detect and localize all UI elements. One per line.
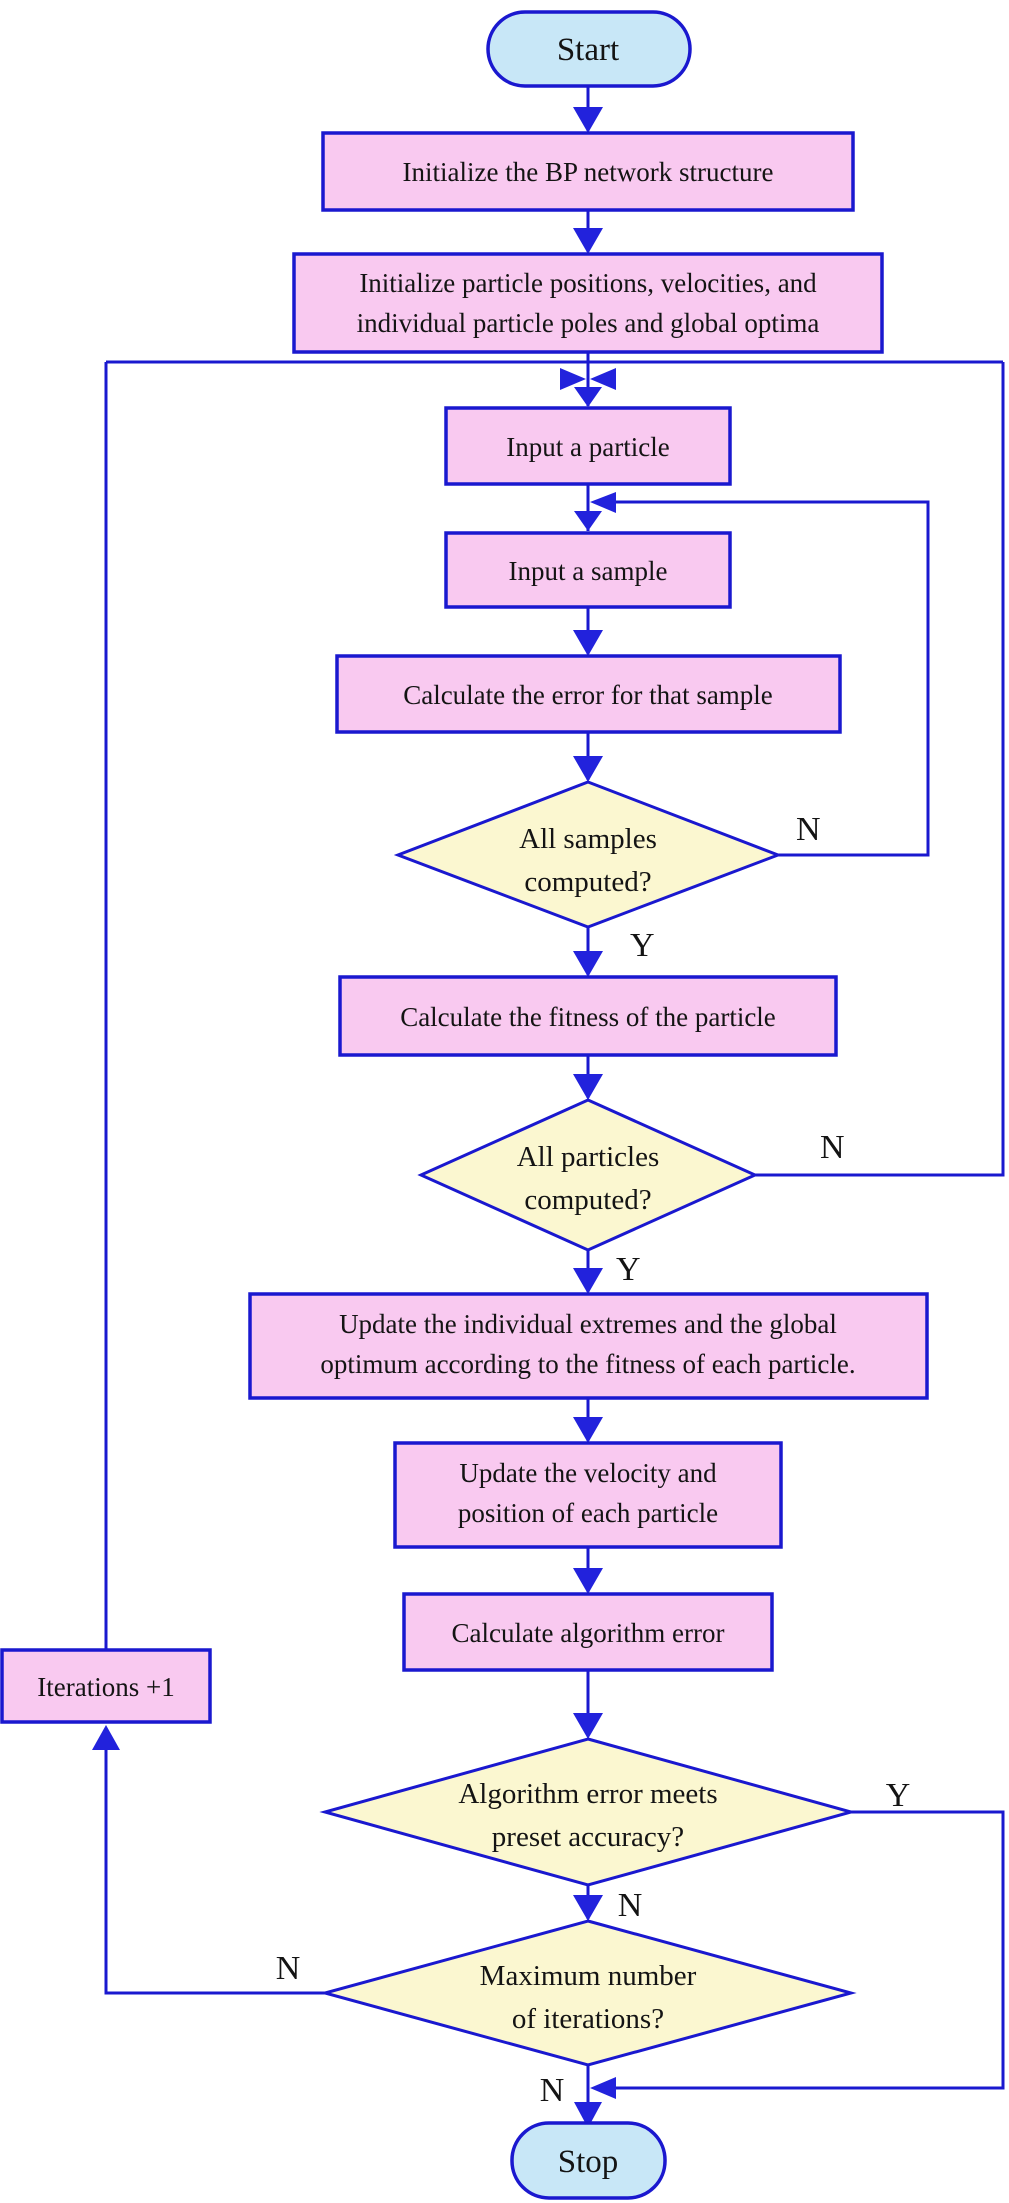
calculate-algorithm-error-label: Calculate algorithm error <box>451 1618 725 1648</box>
node-calculate-algorithm-error <box>404 1594 772 1670</box>
input-sample-label: Input a sample <box>508 556 668 586</box>
initialize-particles-line2: individual particle poles and global optima <box>356 308 820 338</box>
error-meets-line2: preset accuracy? <box>491 1821 685 1853</box>
arrowhead-left-icon <box>590 368 616 390</box>
arrowhead-down-icon <box>574 387 602 407</box>
all-particles-no-label: N <box>820 1129 845 1166</box>
arrowhead-left-icon <box>590 2077 616 2099</box>
node-stop <box>512 2123 665 2198</box>
node-input-particle <box>446 408 730 484</box>
arrowhead-down-icon <box>573 1074 603 1100</box>
node-calculate-sample-error <box>337 656 840 732</box>
maximum-iterations-no-left-label: N <box>275 1950 301 1987</box>
all-samples-line2: computed? <box>524 866 652 898</box>
initialize-bp-label: Initialize the BP network structure <box>402 157 774 187</box>
arrowhead-left-icon <box>590 492 616 513</box>
arrowhead-up-icon <box>92 1725 120 1750</box>
maximum-iterations-line1: Maximum number <box>479 1960 697 1992</box>
node-maximum-iterations <box>276 1921 851 2109</box>
arrowhead-down-icon <box>573 1568 603 1594</box>
decision-shape <box>421 1100 755 1250</box>
arrowhead-right-icon <box>560 368 586 390</box>
start-label: Start <box>556 32 620 68</box>
node-update-extremes <box>250 1294 927 1398</box>
arrowhead-down-icon <box>573 1417 603 1443</box>
arrowhead-down-icon <box>573 107 603 133</box>
error-meets-line1: Algorithm error meets <box>458 1778 718 1810</box>
error-meets-no-label: N <box>617 1887 643 1924</box>
arrowhead-down-icon <box>573 228 603 254</box>
calculate-sample-error-label: Calculate the error for that sample <box>403 680 773 710</box>
node-initialize-bp-network <box>323 133 853 210</box>
update-velocity-line1: Update the velocity and <box>459 1458 717 1488</box>
all-particles-yes-label: Y <box>616 1251 641 1288</box>
input-particle-label: Input a particle <box>506 432 670 462</box>
all-particles-line2: computed? <box>524 1184 652 1216</box>
all-samples-yes-label: Y <box>630 927 655 964</box>
arrowhead-down-icon <box>573 630 603 656</box>
maximum-iterations-line2: of iterations? <box>511 2003 665 2035</box>
initialize-particles-line1: Initialize particle positions, velocities, and <box>359 268 817 298</box>
arrowhead-down-icon <box>574 511 602 531</box>
node-all-samples-computed <box>398 782 821 964</box>
error-meets-yes-label: Y <box>885 1777 911 1814</box>
maximum-iterations-no-bottom-label: N <box>539 2072 565 2109</box>
all-samples-no-label: N <box>796 811 821 848</box>
node-calculate-fitness <box>340 977 836 1055</box>
node-start <box>488 12 690 86</box>
all-samples-line1: All samples <box>519 823 657 855</box>
stop-label: Stop <box>557 2144 619 2180</box>
decision-shape <box>325 1739 851 1885</box>
decision-shape <box>325 1921 851 2065</box>
node-input-sample <box>446 533 730 607</box>
node-error-meets-accuracy <box>325 1739 910 1924</box>
iterations-plus-one-label: Iterations +1 <box>37 1672 175 1702</box>
node-all-particles-computed <box>421 1100 845 1288</box>
arrowhead-down-icon <box>573 951 603 977</box>
calculate-fitness-label: Calculate the fitness of the particle <box>400 1002 776 1032</box>
update-extremes-line2: optimum according to the fitness of each particle. <box>320 1349 856 1379</box>
arrowhead-down-icon <box>573 1713 603 1739</box>
arrowhead-down-icon <box>573 1895 603 1921</box>
arrowhead-down-icon <box>573 1268 603 1294</box>
update-extremes-line1: Update the individual extremes and the global <box>339 1309 837 1339</box>
all-particles-line1: All particles <box>516 1141 660 1173</box>
node-initialize-particles <box>294 254 882 352</box>
update-velocity-line2: position of each particle <box>457 1498 719 1528</box>
arrowhead-down-icon <box>573 756 603 782</box>
node-update-velocity <box>395 1443 781 1547</box>
node-iterations-plus-one <box>2 1650 210 1722</box>
